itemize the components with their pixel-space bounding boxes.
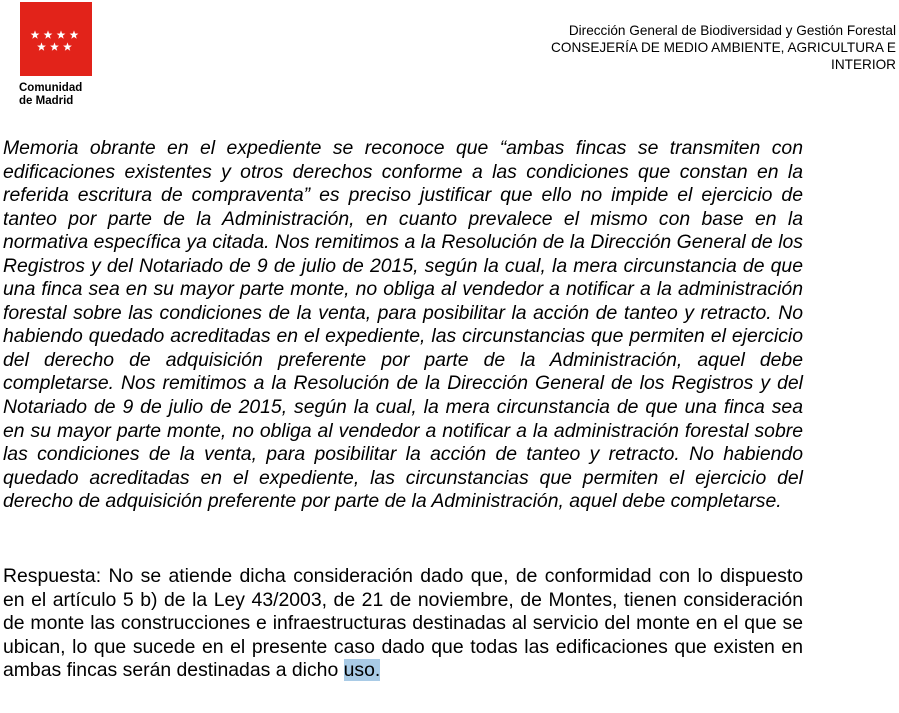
document-header <box>456 22 896 73</box>
header-consejeria-cont: INTERIOR <box>831 57 896 72</box>
memoria-paragraph: Memoria obrante en el expediente se reconoce que “ambas fincas se transmiten con edificaciones existentes y otros derechos conforme a las condiciones que constan en la referida escritura de compraventa” es preciso justificar que ello no impide el ejercicio de tanteo por parte de la Administración, en cuanto prevalece el mismo con base en la normativa específica ya citada. Nos remitimos a la Resolución de la Dirección General de los Registros y del Notariado de 9 de julio de 2015, según la cual, la mera circunstancia de que una finca sea en su mayor parte monte, no obliga al vendedor a notificar a la administración forestal sobre las condiciones de la venta, para posibilitar la acción de tanteo y retracto. No habiendo quedado acreditadas en el expediente, las circunstancias que permiten el ejercicio del derecho de adquisición preferente por parte de la Administración, aquel debe completarse. Nos remitimos a la Resolución de la Dirección General de los Registros y del Notariado de 9 de julio de 2015, según la cual, la mera circunstancia de que una finca sea en su mayor parte monte, no obliga al vendedor a notificar a la administración forestal sobre las condiciones de la venta, para posibilitar la acción de tanteo y retracto. No habiendo quedado acreditadas en el expediente, las circunstancias que permiten el ejercicio del derecho de adquisición preferente por parte de la Administración, aquel debe completarse. <box>3 137 803 513</box>
logo-line-2: de Madrid <box>19 95 74 107</box>
text-selection-highlight[interactable]: uso. <box>343 659 381 682</box>
header-consejeria: CONSEJERÍA DE MEDIO AMBIENTE, AGRICULTURA E <box>551 40 896 55</box>
header-direccion-general: Dirección General de Biodiversidad y Gestión Forestal <box>568 23 896 38</box>
respuesta-text: Respuesta: No se atiende dicha consideración dado que, de conformidad con lo dispuesto en el artículo 5 b) de la Ley 43/2003, de 21 de noviembre, de Montes, tienen consideración de monte las construcciones e infraestructuras destinadas al servicio del monte en el que se ubican, lo que sucede en el presente caso dado que todas las edificaciones que existen en ambas fincas serán destinadas a dicho <box>3 565 803 682</box>
document-body <box>3 137 803 682</box>
comunidad-de-madrid-logo <box>18 2 96 108</box>
logo-line-1: Comunidad <box>19 82 83 94</box>
logo-text <box>19 82 96 108</box>
seven-stars-icon <box>20 2 92 76</box>
madrid-flag <box>20 2 92 76</box>
respuesta-paragraph <box>3 565 803 683</box>
